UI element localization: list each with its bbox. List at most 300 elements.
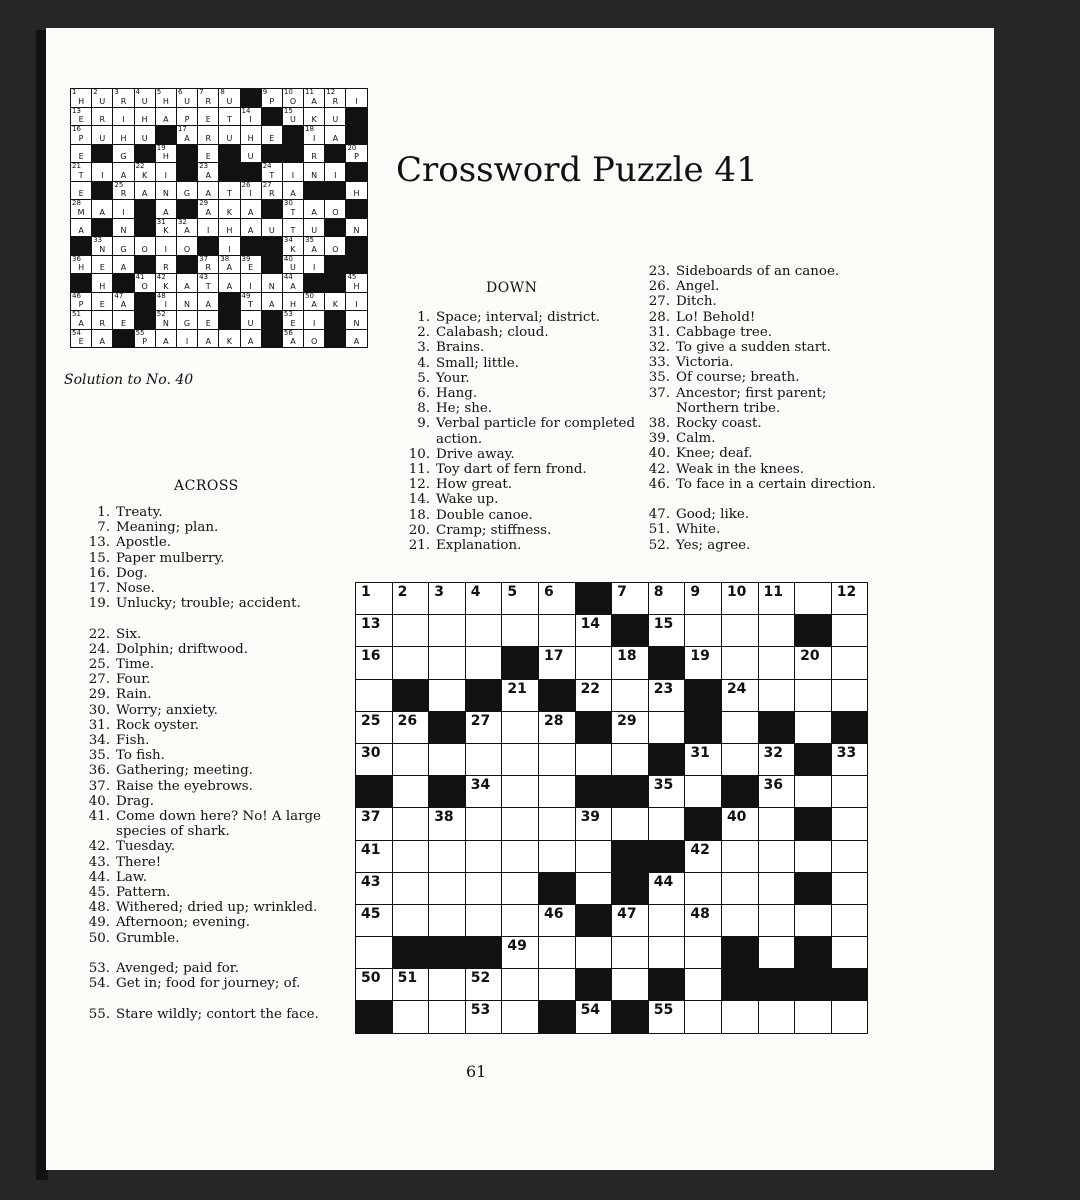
solution-letter: E: [248, 263, 254, 272]
grid-cell: [356, 905, 392, 936]
grid-black-cell: [393, 937, 429, 968]
solution-letter: I: [249, 115, 252, 124]
clue-text: Space; interval; district.: [436, 310, 601, 325]
clue-text: Calm.: [676, 431, 716, 447]
clue-number: 25.: [88, 657, 110, 672]
solution-cell: [219, 219, 239, 237]
solution-cell-number: 56: [283, 329, 293, 337]
solution-cell-number: 30: [283, 200, 293, 207]
grid-cell: [832, 1001, 868, 1032]
grid-cell: [759, 647, 795, 678]
cell-number: 45: [361, 905, 381, 922]
grid-cell: [539, 712, 575, 743]
grid-cell: [466, 969, 502, 1000]
grid-cell: [429, 905, 465, 936]
grid-cell: [685, 615, 721, 646]
solution-cell: [177, 108, 197, 126]
solution-letter: I: [355, 96, 358, 106]
solution-letter: I: [312, 133, 316, 143]
solution-cell-number: 50: [305, 292, 314, 300]
clue-number: 42.: [648, 461, 670, 477]
solution-cell: [304, 330, 324, 348]
solution-cell: [304, 89, 324, 107]
clue-text: Double canoe.: [436, 507, 533, 523]
grid-cell: [685, 583, 721, 614]
grid-cell: [759, 583, 795, 614]
solution-black-cell: [113, 330, 133, 348]
grid-cell: [649, 905, 685, 936]
solution-cell: [241, 311, 261, 329]
grid-cell: [502, 969, 538, 1000]
solution-letter: A: [120, 300, 127, 309]
solution-cell-number: 1: [72, 89, 77, 96]
solution-letter: E: [78, 115, 84, 124]
grid-black-cell: [539, 1001, 575, 1032]
cell-number: 4: [470, 584, 481, 600]
clue-text: Six.: [116, 626, 142, 642]
solution-cell: [241, 256, 261, 274]
clue-number: 48.: [88, 900, 110, 916]
grid-cell: [722, 712, 758, 743]
grid-cell: [722, 905, 758, 936]
solution-cell: [177, 182, 197, 200]
grid-cell: [649, 1001, 685, 1032]
grid-cell: [393, 744, 429, 775]
solution-letter: P: [354, 152, 359, 161]
solution-cell: [241, 219, 261, 237]
grid-cell: [429, 1001, 465, 1032]
solution-cell-number: 27: [262, 181, 272, 189]
solution-letter: T: [78, 170, 84, 180]
solution-cell: [156, 256, 176, 274]
solution-letter: K: [290, 244, 296, 254]
solution-letter: A: [290, 189, 296, 198]
clue-text: Time.: [116, 657, 155, 672]
solution-black-cell: [135, 293, 155, 311]
clue-number: 38.: [648, 416, 670, 431]
solution-cell-number: 32: [177, 218, 187, 226]
cell-number: 48: [690, 905, 710, 922]
clue-text: Rocky coast.: [676, 416, 762, 431]
solution-cell: [283, 311, 303, 329]
clue-number: 6.: [417, 386, 430, 401]
solution-cell-number: 20: [347, 144, 357, 152]
solution-cell: [198, 200, 218, 218]
grid-cell: [429, 841, 465, 872]
grid-black-cell: [429, 712, 465, 743]
solution-cell: [219, 256, 239, 274]
solution-cell: [113, 311, 133, 329]
solution-black-cell: [325, 145, 345, 163]
grid-cell: [759, 841, 795, 872]
cell-number: 42: [690, 841, 710, 858]
solution-cell: [304, 145, 324, 163]
solution-letter: A: [141, 189, 148, 198]
solution-letter: R: [163, 263, 169, 272]
grid-cell: [393, 615, 429, 646]
solution-cell: [156, 145, 176, 163]
grid-black-cell: [356, 1001, 392, 1032]
solution-cell: [135, 89, 155, 107]
clue-text: Afternoon; evening.: [116, 915, 251, 931]
grid-cell: [393, 808, 429, 839]
clue-number: 8.: [417, 401, 430, 417]
grid-cell: [429, 744, 465, 775]
solution-cell: [262, 293, 282, 311]
solution-cell: [177, 274, 197, 292]
solution-letter: A: [205, 337, 211, 346]
solution-letter: E: [205, 115, 211, 124]
grid-cell: [466, 712, 502, 743]
solution-cell-number: 42: [156, 274, 166, 281]
solution-letter: A: [163, 115, 169, 124]
solution-letter: R: [120, 189, 127, 198]
solution-letter: T: [226, 189, 232, 198]
clue-text: Lo! Behold!: [676, 309, 756, 325]
grid-cell: [539, 615, 575, 646]
solution-letter: A: [184, 281, 190, 291]
solution-letter: R: [205, 133, 211, 143]
clue-number: 21.: [408, 538, 430, 553]
solution-black-cell: [262, 330, 282, 348]
solution-letter: I: [164, 244, 168, 254]
clue-text: Apostle.: [116, 535, 172, 551]
solution-cell: [283, 237, 303, 255]
solution-cell-number: 51: [72, 311, 81, 318]
solution-cell: [177, 237, 197, 255]
clue-number: 14.: [408, 492, 430, 508]
cell-number: 33: [836, 744, 857, 761]
solution-black-cell: [241, 237, 261, 255]
solution-letter: N: [99, 244, 106, 254]
grid-cell: [502, 615, 538, 646]
clue-number: 1.: [417, 310, 430, 325]
solution-letter: I: [312, 263, 316, 272]
solution-black-cell: [241, 89, 261, 107]
solution-cell: [325, 293, 345, 311]
clue-number: 16.: [88, 565, 110, 581]
solution-letter: G: [120, 244, 127, 254]
grid-cell: [429, 808, 465, 839]
clue-number: 45.: [88, 885, 110, 900]
solution-cell-number: 9: [262, 89, 268, 96]
solution-cell: [71, 219, 91, 237]
solution-letter: A: [205, 170, 211, 180]
solution-cell: [135, 330, 155, 348]
cell-number: 11: [763, 584, 784, 600]
solution-cell: [71, 126, 91, 144]
solution-cell: [177, 89, 197, 107]
solution-cell: [71, 182, 91, 200]
grid-cell: [832, 841, 868, 872]
cell-number: 31: [690, 744, 710, 761]
solution-cell: [219, 108, 239, 126]
solution-cell: [241, 108, 261, 126]
solution-black-cell: [262, 256, 282, 274]
grid-cell: [722, 808, 758, 839]
solution-cell-number: 39: [241, 255, 251, 263]
cell-number: 27: [470, 712, 491, 729]
grid-cell: [576, 744, 612, 775]
clue-number: 3.: [417, 340, 430, 356]
grid-black-cell: [795, 873, 831, 904]
grid-cell: [466, 1001, 502, 1032]
solution-cell: [262, 126, 282, 144]
grid-cell: [539, 808, 575, 839]
grid-black-cell: [685, 712, 721, 743]
clue-number: 15.: [88, 550, 110, 566]
solution-letter: U: [226, 96, 233, 106]
solution-black-cell: [262, 200, 282, 218]
clue-text: Gathering; meeting.: [116, 763, 253, 779]
grid-cell: [832, 905, 868, 936]
grid-cell: [539, 905, 575, 936]
grid-cell: [502, 841, 538, 872]
solution-letter: H: [162, 96, 169, 106]
grid-cell: [795, 583, 831, 614]
grid-black-cell: [576, 776, 612, 807]
clue-text: To fish.: [116, 748, 165, 764]
clue-text: Of course; breath.: [676, 370, 800, 386]
clue-text: Knee; deaf.: [676, 446, 753, 462]
grid-cell: [502, 937, 538, 968]
solution-cell: [113, 126, 133, 144]
clue-text: Calabash; cloud.: [436, 325, 549, 341]
cell-number: 39: [580, 809, 601, 826]
clue-text: Four.: [116, 672, 151, 688]
clue-number: 13.: [88, 535, 110, 551]
crossword-grid: [355, 582, 868, 1034]
clue-number: 24.: [88, 641, 110, 657]
solution-cell: [262, 163, 282, 181]
grid-cell: [759, 680, 795, 711]
solution-cell: [135, 182, 155, 200]
grid-black-cell: [795, 744, 831, 775]
solution-cell: [283, 200, 303, 218]
solution-letter: U: [247, 152, 254, 161]
clue-text: How great.: [436, 477, 512, 493]
solution-letter: I: [207, 226, 210, 235]
grid-cell: [722, 680, 758, 711]
clue-number: 34.: [88, 733, 110, 748]
solution-cell: [304, 256, 324, 274]
solution-letter: I: [164, 300, 168, 309]
solution-cell: [113, 182, 133, 200]
grid-cell: [759, 1001, 795, 1032]
solution-cell: [304, 126, 324, 144]
clue-number: 5.: [417, 370, 430, 386]
solution-black-cell: [219, 145, 239, 163]
grid-cell: [722, 1001, 758, 1032]
solution-letter: T: [290, 207, 296, 217]
clue-number: 23.: [648, 264, 670, 279]
clue-text: Sideboards of an canoe.: [676, 264, 840, 279]
grid-black-cell: [649, 969, 685, 1000]
solution-cell: [198, 126, 218, 144]
solution-cell-number: 18: [305, 126, 314, 133]
solution-cell: [283, 108, 303, 126]
clue-text: Meaning; plan.: [116, 520, 219, 536]
solution-letter: E: [99, 263, 105, 272]
clue-text: Hang.: [436, 386, 478, 401]
solution-black-cell: [346, 108, 366, 126]
solution-cell: [219, 274, 239, 292]
solution-cell: [156, 330, 176, 348]
solution-letter: A: [163, 207, 169, 217]
cell-number: 13: [361, 616, 381, 633]
cell-number: 41: [361, 841, 381, 858]
clue-text: Wake up.: [436, 492, 499, 508]
solution-black-cell: [219, 293, 239, 311]
grid-cell: [393, 873, 429, 904]
solution-cell-number: 38: [220, 255, 230, 263]
grid-cell: [832, 744, 868, 775]
grid-cell: [466, 905, 502, 936]
grid-cell: [502, 583, 538, 614]
solution-cell-number: 8: [220, 89, 225, 96]
solution-cell: [92, 311, 112, 329]
solution-black-cell: [135, 219, 155, 237]
solution-letter: A: [205, 189, 211, 198]
grid-cell: [685, 647, 721, 678]
cell-number: 18: [617, 648, 637, 665]
clue-number: 26.: [648, 279, 670, 295]
clue-number: 4.: [417, 355, 430, 371]
clue-text: Rock oyster.: [116, 717, 200, 733]
grid-cell: [612, 712, 648, 743]
solution-letter: I: [122, 207, 125, 217]
grid-cell: [356, 583, 392, 614]
solution-letter: U: [141, 133, 148, 143]
cell-number: 44: [653, 873, 674, 890]
grid-cell: [466, 808, 502, 839]
grid-cell: [502, 1001, 538, 1032]
solution-cell-number: 55: [135, 329, 145, 337]
solution-letter: I: [334, 170, 337, 180]
solution-cell: [71, 330, 91, 348]
cell-number: 34: [470, 777, 491, 794]
grid-cell: [685, 841, 721, 872]
clue-number: 29.: [88, 687, 110, 703]
solution-cell: [177, 311, 197, 329]
solution-letter: H: [353, 189, 360, 198]
solution-letter: A: [99, 337, 106, 346]
solution-black-cell: [92, 219, 112, 237]
grid-cell: [576, 873, 612, 904]
grid-black-cell: [649, 841, 685, 872]
solution-cell-number: 29: [199, 200, 209, 207]
solution-cell-number: 49: [241, 292, 251, 300]
clue-number: 20.: [408, 522, 430, 538]
solution-black-cell: [198, 237, 218, 255]
solution-cell-number: 35: [305, 237, 314, 244]
grid-black-cell: [356, 776, 392, 807]
cell-number: 37: [361, 809, 381, 826]
grid-cell: [576, 680, 612, 711]
grid-cell: [576, 1001, 612, 1032]
solution-letter: A: [120, 263, 127, 272]
solution-letter: H: [78, 263, 85, 272]
solution-letter: R: [205, 96, 211, 106]
grid-cell: [722, 873, 758, 904]
grid-black-cell: [502, 647, 538, 678]
clue-number: 10.: [408, 446, 430, 462]
solution-cell-number: 28: [72, 200, 81, 207]
cell-number: 36: [763, 777, 784, 794]
solution-letter: U: [311, 226, 318, 235]
solution-letter: E: [290, 318, 296, 328]
clue-number: 1.: [97, 505, 110, 520]
solution-letter: A: [311, 244, 317, 254]
solution-letter: H: [99, 281, 106, 291]
clue-text: Dolphin; driftwood.: [116, 641, 248, 657]
grid-cell: [649, 937, 685, 968]
solution-cell-number: 48: [156, 292, 166, 300]
grid-cell: [649, 808, 685, 839]
solution-cell-number: 14: [241, 107, 251, 115]
solution-cell-number: 52: [156, 311, 166, 318]
solution-letter: A: [163, 337, 169, 346]
solution-letter: A: [184, 226, 190, 235]
solution-cell-number: 44: [283, 274, 293, 281]
grid-cell: [759, 744, 795, 775]
solution-letter: A: [205, 207, 211, 217]
grid-black-cell: [612, 615, 648, 646]
grid-cell: [393, 712, 429, 743]
solution-cell: [283, 182, 303, 200]
clue-text: Ancestor; first parent; Northern tribe.: [676, 385, 827, 416]
solution-letter: K: [311, 115, 317, 124]
clue-text: Cramp; stiffness.: [436, 522, 552, 538]
clue-number: 27.: [648, 294, 670, 310]
solution-cell: [304, 200, 324, 218]
solution-cell: [156, 293, 176, 311]
solution-letter: R: [332, 96, 339, 106]
solution-letter: A: [269, 300, 275, 309]
grid-black-cell: [759, 969, 795, 1000]
solution-cell-number: 36: [72, 255, 81, 263]
solution-cell: [113, 163, 133, 181]
solution-letter: U: [141, 96, 148, 106]
solution-cell: [346, 293, 366, 311]
clue-number: 35.: [88, 748, 110, 764]
cell-number: 3: [434, 584, 444, 600]
cell-number: 38: [434, 809, 454, 826]
grid-cell: [466, 647, 502, 678]
solution-cell: [71, 163, 91, 181]
clue-number: 44.: [88, 869, 110, 885]
solution-caption: Solution to No. 40: [64, 372, 194, 388]
grid-cell: [576, 647, 612, 678]
solution-letter: O: [311, 337, 318, 346]
solution-letter: I: [122, 115, 125, 124]
solution-letter: G: [120, 152, 127, 161]
grid-cell: [832, 680, 868, 711]
solution-letter: A: [99, 207, 106, 217]
solution-letter: A: [332, 133, 339, 143]
solution-black-cell: [304, 274, 324, 292]
solution-letter: K: [226, 337, 233, 346]
grid-black-cell: [612, 1001, 648, 1032]
solution-cell: [304, 237, 324, 255]
solution-cell: [283, 256, 303, 274]
solution-black-cell: [135, 311, 155, 329]
clue-text: Raise the eyebrows.: [116, 778, 253, 794]
grid-black-cell: [576, 583, 612, 614]
solution-letter: O: [332, 207, 339, 217]
grid-cell: [685, 905, 721, 936]
cell-number: 54: [580, 1002, 601, 1019]
